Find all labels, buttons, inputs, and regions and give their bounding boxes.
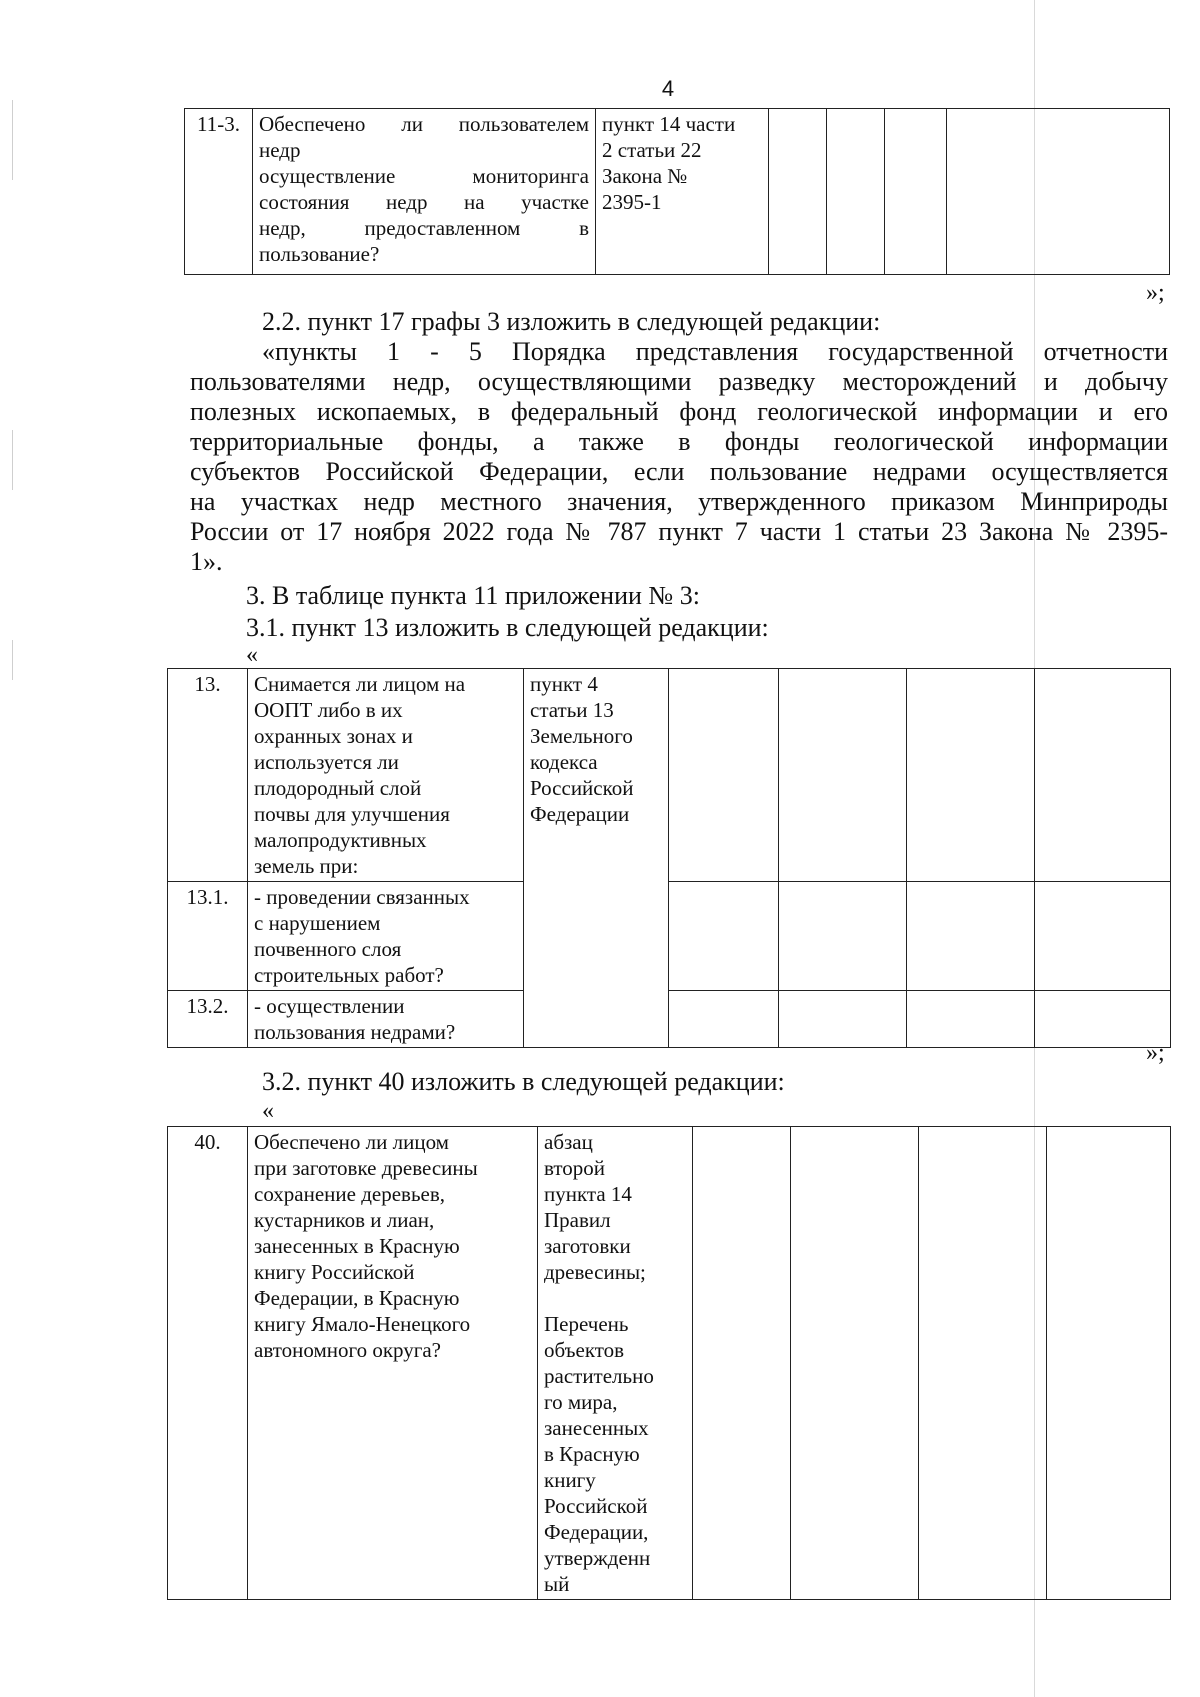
scan-artifact-tick: [12, 100, 13, 180]
opening-quote: «: [246, 642, 258, 668]
body-line: территориальные фонды, а также в фонды геологической информации: [190, 427, 1168, 456]
reference-cell: пункт 14 части 2 статьи 22 Закона № 2395-1: [596, 109, 769, 275]
empty-cell: [907, 991, 1035, 1048]
empty-cell: [769, 109, 827, 275]
table-row: [168, 991, 1171, 1048]
empty-cell: [693, 1127, 791, 1600]
section-2-2-heading: 2.2. пункт 17 графы 3 изложить в следующей редакции:: [262, 307, 881, 336]
body-line: пользователями недр, осуществляющими разведку месторождений и добычу: [190, 367, 1168, 396]
question-line: Обеспечено ли пользователем: [259, 112, 589, 136]
empty-cell: [947, 109, 1170, 275]
empty-cell: [669, 669, 779, 882]
table-item-40: [167, 1126, 1171, 1600]
closing-quote: »;: [1146, 1040, 1165, 1066]
question-line: осуществление мониторинга: [259, 164, 589, 188]
row-number: 13.2.: [168, 991, 248, 1048]
empty-cell: [885, 109, 947, 275]
body-line: России от 17 ноября 2022 года № 787 пункт 7 части 1 статьи 23 Закона № 2395-: [190, 517, 1168, 546]
empty-cell: [779, 991, 907, 1048]
question-cell: [253, 109, 596, 275]
table-row: [185, 109, 1170, 275]
section-3-heading: 3. В таблице пункта 11 приложении № 3:: [246, 581, 700, 610]
empty-cell: [1035, 669, 1171, 882]
empty-cell: [669, 882, 779, 991]
row-number: 11-3.: [185, 109, 253, 275]
table-row: [168, 669, 1171, 882]
empty-cell: [919, 1127, 1047, 1600]
body-line: полезных ископаемых, в федеральный фонд геологической информации и его: [190, 397, 1168, 426]
section-3-1-heading: 3.1. пункт 13 изложить в следующей редакции:: [246, 613, 769, 642]
closing-quote: »;: [1146, 280, 1165, 306]
row-number: 13.1.: [168, 882, 248, 991]
table-row: [168, 882, 1171, 991]
empty-cell: [669, 991, 779, 1048]
table-item-13: [167, 668, 1171, 1048]
reference-cell: абзац второй пункта 14 Правил заготовки древесины; Перечень объектов растительно го мира, занесенных в Красную книгу Российской Федерации, утвержденн ый: [538, 1127, 693, 1600]
table-item-11-3: [184, 108, 1170, 275]
question-line: недр, предоставленном в: [259, 216, 589, 240]
empty-cell: [779, 669, 907, 882]
empty-cell: [791, 1127, 919, 1600]
body-line: субъектов Российской Федерации, если пользование недрами осуществляется: [190, 457, 1168, 486]
empty-cell: [907, 669, 1035, 882]
row-number: 40.: [168, 1127, 248, 1600]
question-line: недр: [259, 138, 301, 162]
body-line: 1».: [190, 547, 223, 576]
question-cell: Снимается ли лицом на ООПТ либо в их охранных зонах и используется ли плодородный слой почвы для улучшения малопродуктивных земель при:: [248, 669, 524, 882]
empty-cell: [1047, 1127, 1171, 1600]
empty-cell: [779, 882, 907, 991]
question-cell: Обеспечено ли лицом при заготовке древесины сохранение деревьев, кустарников и лиан, занесенных в Красную книгу Российской Федерации, в Красную книгу Ямало-Ненецкого автономного округа?: [248, 1127, 538, 1600]
question-cell: - осуществлении пользования недрами?: [248, 991, 524, 1048]
empty-cell: [1035, 991, 1171, 1048]
row-number: 13.: [168, 669, 248, 882]
section-3-2-heading: 3.2. пункт 40 изложить в следующей редакции:: [262, 1067, 785, 1096]
body-line: «пункты 1 - 5 Порядка представления государственной отчетности: [262, 337, 1168, 366]
scan-artifact-tick: [12, 640, 13, 680]
empty-cell: [1035, 882, 1171, 991]
page-number: 4: [661, 76, 675, 101]
question-line: пользование?: [259, 242, 380, 266]
reference-cell: пункт 4 статьи 13 Земельного кодекса Российской Федерации: [524, 669, 669, 1048]
body-line: на участках недр местного значения, утвержденного приказом Минприроды: [190, 487, 1168, 516]
question-cell: - проведении связанных с нарушением почвенного слоя строительных работ?: [248, 882, 524, 991]
table-row: [168, 1127, 1171, 1600]
opening-quote: «: [262, 1098, 274, 1124]
question-line: состояния недр на участке: [259, 190, 589, 214]
section-2-2-body: [190, 337, 1168, 577]
empty-cell: [827, 109, 885, 275]
empty-cell: [907, 882, 1035, 991]
scan-artifact-tick: [12, 430, 13, 490]
